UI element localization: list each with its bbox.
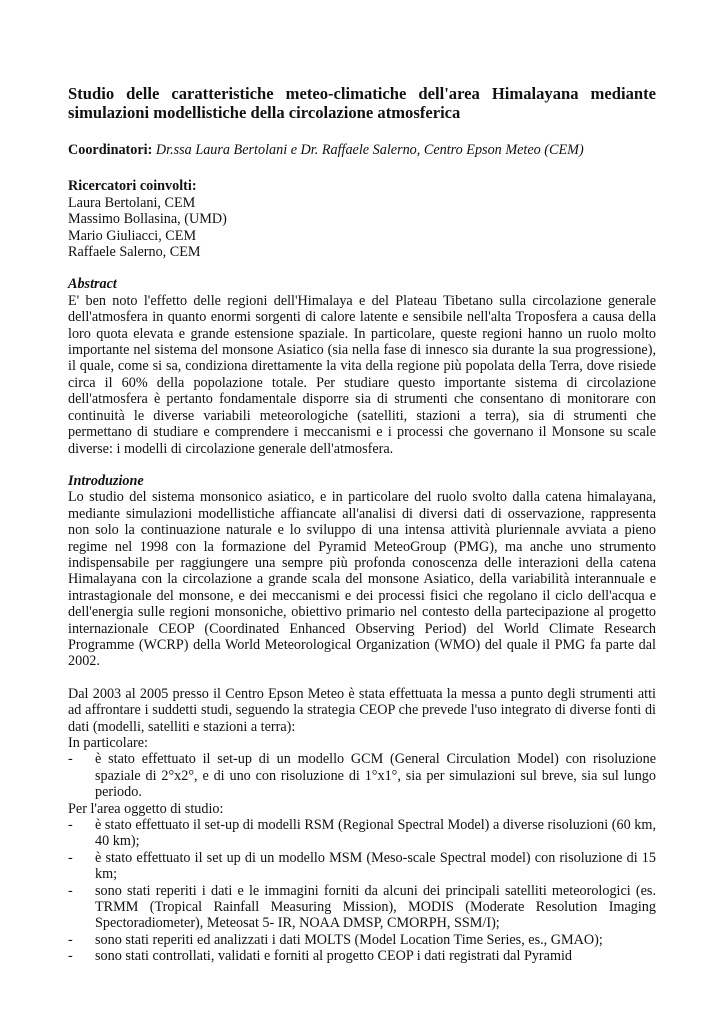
dash-bullet: - bbox=[68, 948, 73, 965]
list-item-text: è stato effettuato il set-up di modelli RSM (Regional Spectral Model) a diverse risoluzioni (60 km, 40 km); bbox=[95, 817, 656, 850]
coordinators-value: Dr.ssa Laura Bertolani e Dr. Raffaele Salerno, Centro Epson Meteo (CEM) bbox=[155, 142, 584, 158]
researcher-name: Massimo Bollasina, (UMD) bbox=[68, 211, 227, 228]
researchers-section bbox=[68, 178, 656, 260]
document-title: Studio delle caratteristiche meteo-climatiche dell'area Himalayana mediante simulazioni modellistiche della circolazione atmosferica bbox=[68, 84, 656, 122]
researcher-name: Laura Bertolani, CEM bbox=[68, 194, 196, 211]
list-item bbox=[68, 850, 656, 883]
list-item bbox=[68, 817, 656, 850]
abstract-text: E' ben noto l'effetto delle regioni dell'Himalaya e del Plateau Tibetano sulla circolazione generale dell'atmosfera in quanto enormi sorgenti di calore latente e sensibile nell'alta Troposfera a causa della loro quota elevata e grande estensione spaziale. In particolare, queste regioni hanno un ruolo molto importante nel sistema del monsone Asiatico (sia nella fase di innesco sia durante la sua progressione), il quale, come si sa, condiziona direttamente la vita della regione più popolata della Terra, dove risiede circa il 60% della popolazione totale. Per studiare questo importante sistema di circolazione dell'atmosfera è pertanto fondamentale disporre sia di strumenti che consentano di monitorare con continuità le diverse variabili meteorologiche (satelliti, stazioni a terra), sia di strumenti che permettano di studiare e comprendere i meccanismi e i processi che governano il Monsone su scale diverse: i modelli di circolazione generale dell'atmosfera. bbox=[68, 292, 656, 457]
list-item-text: sono stati reperiti ed analizzati i dati MOLTS (Model Location Time Series, es., GMAO); bbox=[95, 931, 603, 948]
dash-bullet: - bbox=[68, 882, 73, 899]
abstract-heading: Abstract bbox=[68, 276, 117, 293]
list-item-text: sono stati reperiti i dati e le immagini forniti da alcuni dei principali satelliti meteorologici (es. TRMM (Tropical Rainfall Measuring Mission), MODIS (Moderate Resolution Imaging Spectoradiometer), Meteosat 5- IR, NOAA DMSP, CMORPH, SSM/I); bbox=[95, 882, 656, 932]
researcher-name: Mario Giuliacci, CEM bbox=[68, 227, 197, 244]
per-area-label: Per l'area oggetto di studio: bbox=[68, 800, 224, 817]
abstract-section bbox=[68, 276, 656, 456]
list-item bbox=[68, 948, 656, 964]
dash-bullet: - bbox=[68, 849, 73, 866]
introduction-section bbox=[68, 473, 656, 670]
list-item bbox=[68, 883, 656, 932]
study-area-list bbox=[68, 817, 656, 965]
dash-bullet: - bbox=[68, 817, 73, 834]
in-particolare-label: In particolare: bbox=[68, 735, 148, 751]
list-item bbox=[68, 932, 656, 948]
list-item-text: è stato effettuato il set up di un modello MSM (Meso-scale Spectral model) con risoluzione di 15 km; bbox=[95, 849, 656, 883]
list-item-text: è stato effettuato il set-up di un modello GCM (General Circulation Model) con risoluzione spaziale di 2°x2°, e di uno con risoluzione di 1°x1°, sia per simulazioni sul breve, sia sul lungo periodo. bbox=[95, 751, 656, 801]
coordinators-line bbox=[68, 142, 656, 158]
dash-bullet: - bbox=[68, 931, 73, 948]
introduction-paragraph-2: Dal 2003 al 2005 presso il Centro Epson Meteo è stata effettuata la messa a punto degli strumenti atti ad affrontare i suddetti studi, seguendo la strategia CEOP che prevede l'uso integrato di diverse fonti di dati (modelli, satelliti e stazioni a terra): bbox=[68, 685, 656, 735]
introduction-heading: Introduzione bbox=[68, 472, 144, 489]
document-page bbox=[68, 84, 656, 965]
introduction-continued bbox=[68, 686, 656, 965]
researchers-heading: Ricercatori coinvolti: bbox=[68, 178, 197, 195]
researcher-name: Raffaele Salerno, CEM bbox=[68, 244, 201, 261]
dash-bullet: - bbox=[68, 751, 73, 768]
coordinators-label: Coordinatori: bbox=[68, 142, 153, 158]
gcm-list bbox=[68, 751, 656, 800]
list-item bbox=[68, 751, 656, 800]
list-item-text: sono stati controllati, validati e forniti al progetto CEOP i dati registrati dal Pyramid bbox=[95, 948, 573, 965]
introduction-paragraph-1: Lo studio del sistema monsonico asiatico, e in particolare del ruolo svolto dalla catena himalayana, mediante simulazioni modellistiche affiancate all'analisi di diversi dati di osservazione, rappresenta non solo la continuazione naturale e lo sviluppo di una intensa attività pluriennale avviata a pieno regime nel 1998 con la formazione del Pyramid MeteoGroup (PMG), ma anche uno strumento indispensabile per raggiungere una sempre più profonda conoscenza delle interazioni della catena Himalayana con la circolazione a grande scala del monsone Asiatico, della variabilità interannuale e intrastagionale del monsone, e dei meccanismi e dei processi fisici che regolano il ciclo dell'acqua e dell'energia sulle regioni monsoniche, obiettivo primario nel contesto della partecipazione al progetto internazionale CEOP (Coordinated Enhanced Observing Period) del World Climate Research Programme (WCRP) della World Meteorological Organization (WMO) del quale il PMG fa parte dal 2002. bbox=[68, 489, 656, 670]
